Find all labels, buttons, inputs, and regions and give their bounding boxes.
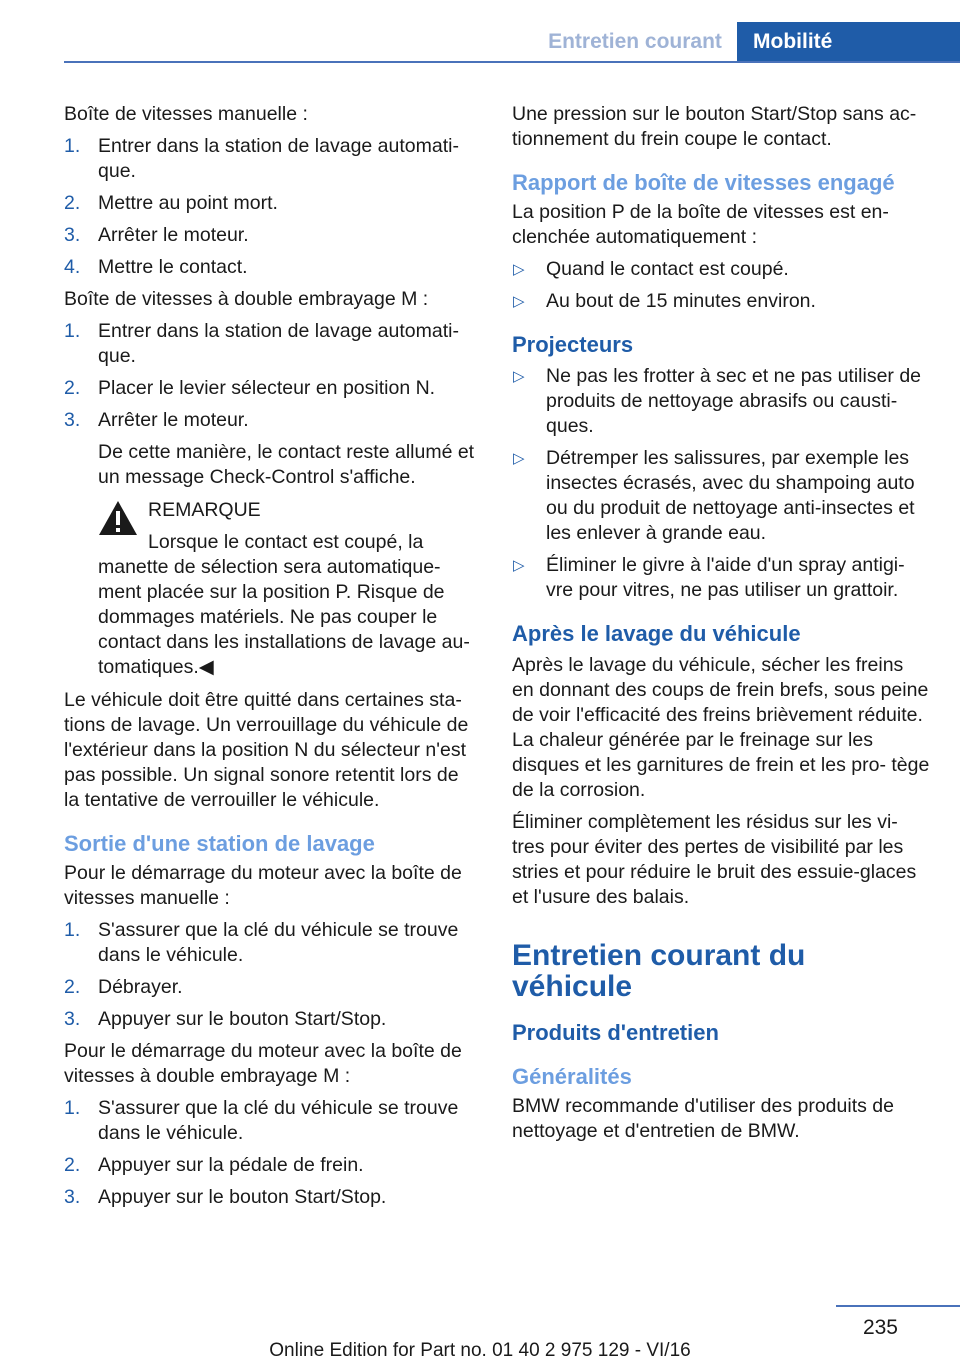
list-item: 3. Arrêter le moteur. [64,409,249,431]
after-heading: Après le lavage du véhicule [512,621,801,646]
list-item: 3. Appuyer sur le bouton Start/Stop. [64,1008,387,1030]
general-para: BMW recommande d'utiliser des produits de nettoyage et d'entretien de BMW. [512,1095,894,1142]
list-item: ▷ Détremper les salissures, par exemple les insectes écrasés, avec du shampoing auto ou du produit de nettoyage anti-insectes et les enlever à grande eau. [513,447,915,544]
exit-heading: Sortie d'une station de lavage [64,831,375,856]
gear-heading: Rapport de boîte de vitesses engagé [512,170,895,195]
list-item: ▷ Ne pas les frotter à sec et ne pas utiliser de produits de nettoyage abrasifs ou causti‐ ques. [513,365,922,437]
footer-rule [836,1305,960,1307]
para-quit: Le véhicule doit être quitté dans certaines sta‐ tions de lavage. Un verrouillage du véhicule de l'extérieur dans la position N du sélecteur n'est pas possible. Un signal sonore retentit lors de la tentative de verrouiller le véhicule. [64,689,469,811]
dct-step3-detail: De cette manière, le contact reste allumé et un message Check-Control s'affiche. [98,441,475,488]
gear-bullets [512,257,930,314]
list-item: 1. S'assurer que la clé du véhicule se trouve dans le véhicule. [64,1097,459,1144]
list-item: 2. Placer le levier sélecteur en position N. [64,377,436,399]
para-start: Une pression sur le bouton Start/Stop sans ac‐ tionnement du frein coupe le contact. [512,103,917,150]
list-item: 3. Arrêter le moteur. [64,224,249,246]
proj-heading: Projecteurs [512,332,634,357]
warning-note [98,498,478,680]
bullet-triangle-icon: ▷ [513,450,525,467]
list-item: 2. Mettre au point mort. [64,192,278,214]
dct-intro: Boîte de vitesses à double embrayage M : [64,288,429,310]
proj-bullets [512,364,930,603]
exit-dct-steps [64,1096,478,1210]
after-para-2: Éliminer complètement les résidus sur les vi‐ tres pour éviter des pertes de visibilité par les stries et pour réduire le bruit des essuie-glaces et l'usure des balais. [512,811,917,908]
bullet-triangle-icon: ▷ [513,557,525,574]
warning-triangle-icon [98,500,138,536]
list-item: ▷ Quand le contact est coupé. [513,258,789,280]
bullet-triangle-icon: ▷ [513,368,525,385]
exit-manual-intro: Pour le démarrage du moteur avec la boîte de vitesses manuelle : [64,862,462,909]
header-tab-chapter: Mobilité [737,22,960,62]
manual-intro: Boîte de vitesses manuelle : [64,103,308,125]
list-item: 2. Appuyer sur la pédale de frein. [64,1154,364,1176]
manual-steps [64,134,478,280]
bullet-triangle-icon: ▷ [513,293,525,310]
header-rule [64,61,960,63]
header-tab-section: Entretien courant [548,30,722,53]
bullet-triangle-icon: ▷ [513,261,525,278]
list-item: 1. Entrer dans la station de lavage automati‐ que. [64,320,459,367]
exit-dct-intro: Pour le démarrage du moteur avec la boîte de vitesses à double embrayage M : [64,1040,462,1087]
page-number: 235 [862,1316,898,1339]
edition-footer: Online Edition for Part no. 01 40 2 975 129 - VI/16 [269,1340,691,1361]
list-item: ▷ Éliminer le givre à l'aide d'un spray antigi‐ vre pour vitres, ne pas utiliser un grattoir. [513,554,905,601]
left-column [64,102,478,1217]
list-item: 3. Appuyer sur le bouton Start/Stop. [64,1186,387,1208]
dct-steps [64,319,478,433]
list-item: 4. Mettre le contact. [64,256,248,278]
gear-para: La position P de la boîte de vitesses est en‐ clenchée automatiquement : [512,201,889,248]
list-item: 2. Débrayer. [64,976,183,998]
products-heading: Produits d'entretien [512,1020,719,1045]
list-item: ▷ Au bout de 15 minutes environ. [513,290,816,312]
right-column [512,102,930,1151]
warning-title: REMARQUE [148,499,261,521]
after-para-1: Après le lavage du véhicule, sécher les freins en donnant des coups de frein brefs, sous peine de voir l'efficacité des freins brièvement réduite. La chaleur générée par le freinage sur les disques et les garnitures de frein et les pro‐ tège de la corrosion. [512,654,930,801]
list-item: 1. S'assurer que la clé du véhicule se trouve dans le véhicule. [64,919,459,966]
general-heading: Généralités [512,1064,632,1089]
warning-body: Lorsque le contact est coupé, la manette de sélection sera automatique‐ ment placée sur la position P. Risque de dommages matériels. Ne pas couper le contact dans les installations de lavage au‐ tomatiques.◀ [98,531,470,678]
list-item: 1. Entrer dans la station de lavage automati‐ que. [64,135,459,182]
care-heading: Entretien courant du véhicule [512,939,806,1003]
exit-manual-steps [64,918,478,1032]
